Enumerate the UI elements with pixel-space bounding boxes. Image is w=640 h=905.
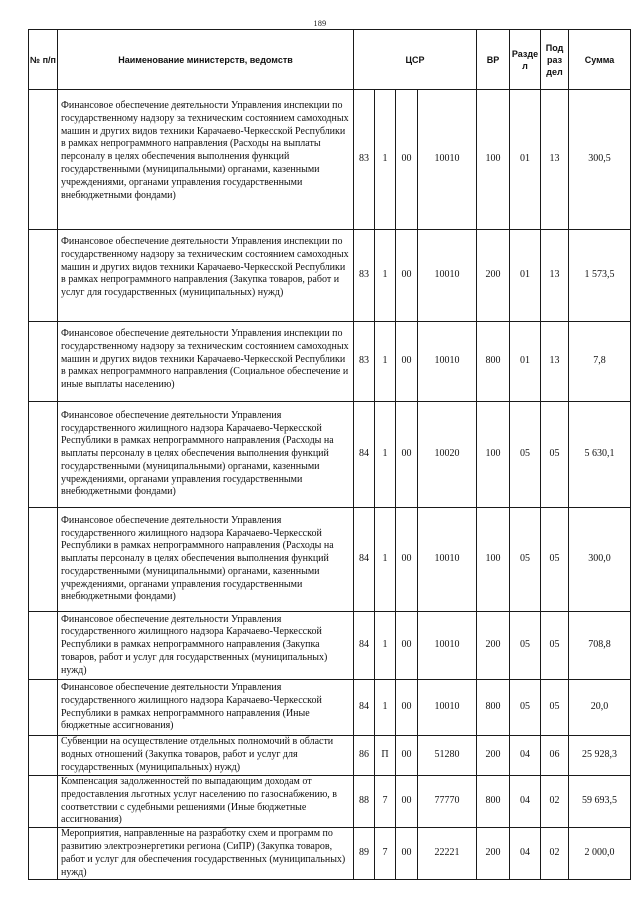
row-name-cell: Финансовое обеспечение деятельности Управления государственного жилищного надзора Карачаево-Черкесской Республики в рамках непрограммного направления (Закупка товаров, работ и услуг для государственных (муниципальных) нужд) bbox=[58, 612, 354, 680]
csr-part1-cell: 83 bbox=[354, 230, 375, 322]
podrazdel-cell: 02 bbox=[541, 776, 569, 828]
table-row bbox=[29, 828, 631, 880]
table-row bbox=[29, 612, 631, 680]
csr-part1-cell: 86 bbox=[354, 736, 375, 776]
table-row bbox=[29, 322, 631, 402]
razdel-cell: 05 bbox=[510, 508, 541, 612]
summa-cell: 25 928,3 bbox=[569, 736, 631, 776]
header-summa: Сумма bbox=[569, 30, 631, 90]
table-row bbox=[29, 736, 631, 776]
header-name: Наименование министерств, ведомств bbox=[58, 30, 354, 90]
csr-part2-cell: 7 bbox=[375, 828, 396, 880]
csr-part3-cell: 00 bbox=[396, 736, 418, 776]
razdel-cell: 05 bbox=[510, 402, 541, 508]
table-row bbox=[29, 90, 631, 230]
table-row bbox=[29, 508, 631, 612]
csr-part1-cell: 84 bbox=[354, 508, 375, 612]
table-row bbox=[29, 680, 631, 736]
row-name-cell: Финансовое обеспечение деятельности Управления государственного жилищного надзора Карачаево-Черкесской Республики в рамках непрограммного направления (Расходы на выплаты персоналу в целях обеспечения выполнения функций государственными (муниципальными) органами, казенными учреждениями, органами управления государственными внебюджетными фондами) bbox=[58, 402, 354, 508]
row-name-cell: Субвенции на осуществление отдельных полномочий в области водных отношений (Закупка товаров, работ и услуг для государственных (муниципальных) нужд) bbox=[58, 736, 354, 776]
csr-part4-cell: 10010 bbox=[418, 508, 477, 612]
row-number-cell bbox=[29, 612, 58, 680]
csr-part1-cell: 88 bbox=[354, 776, 375, 828]
table-header-row bbox=[29, 30, 631, 90]
razdel-cell: 05 bbox=[510, 612, 541, 680]
vr-cell: 800 bbox=[477, 776, 510, 828]
summa-cell: 708,8 bbox=[569, 612, 631, 680]
header-podrazdel: Под раз дел bbox=[541, 30, 569, 90]
csr-part3-cell: 00 bbox=[396, 402, 418, 508]
csr-part4-cell: 10010 bbox=[418, 230, 477, 322]
csr-part2-cell: 1 bbox=[375, 402, 396, 508]
podrazdel-cell: 05 bbox=[541, 508, 569, 612]
vr-cell: 100 bbox=[477, 508, 510, 612]
vr-cell: 200 bbox=[477, 828, 510, 880]
podrazdel-cell: 05 bbox=[541, 680, 569, 736]
vr-cell: 100 bbox=[477, 90, 510, 230]
csr-part3-cell: 00 bbox=[396, 322, 418, 402]
header-vr: ВР bbox=[477, 30, 510, 90]
csr-part1-cell: 84 bbox=[354, 402, 375, 508]
row-number-cell bbox=[29, 776, 58, 828]
table-row bbox=[29, 230, 631, 322]
podrazdel-cell: 13 bbox=[541, 90, 569, 230]
row-number-cell bbox=[29, 736, 58, 776]
row-name-cell: Финансовое обеспечение деятельности Управления государственного жилищного надзора Карачаево-Черкесской Республики в рамках непрограммного направления (Иные бюджетные ассигнования) bbox=[58, 680, 354, 736]
csr-part2-cell: 1 bbox=[375, 230, 396, 322]
vr-cell: 200 bbox=[477, 612, 510, 680]
table-row bbox=[29, 402, 631, 508]
podrazdel-cell: 13 bbox=[541, 230, 569, 322]
row-name-cell: Компенсация задолженностей по выпадающим доходам от предоставления льготных услуг населению по газоснабжению, в соответствии с судебными решениями (Иные бюджетные ассигнования) bbox=[58, 776, 354, 828]
csr-part3-cell: 00 bbox=[396, 776, 418, 828]
csr-part3-cell: 00 bbox=[396, 680, 418, 736]
row-name-cell: Финансовое обеспечение деятельности Управления инспекции по государственному надзору за техническим состоянием самоходных машин и других видов техники Карачаево-Черкесской Республики в рамках непрограммного направления (Закупка товаров, работ и услуг для государственных (муниципальных) нужд) bbox=[58, 230, 354, 322]
csr-part3-cell: 00 bbox=[396, 828, 418, 880]
csr-part2-cell: П bbox=[375, 736, 396, 776]
csr-part4-cell: 51280 bbox=[418, 736, 477, 776]
csr-part3-cell: 00 bbox=[396, 612, 418, 680]
csr-part2-cell: 1 bbox=[375, 90, 396, 230]
summa-cell: 300,5 bbox=[569, 90, 631, 230]
vr-cell: 200 bbox=[477, 736, 510, 776]
razdel-cell: 04 bbox=[510, 776, 541, 828]
razdel-cell: 04 bbox=[510, 736, 541, 776]
summa-cell: 20,0 bbox=[569, 680, 631, 736]
csr-part2-cell: 1 bbox=[375, 322, 396, 402]
vr-cell: 800 bbox=[477, 680, 510, 736]
row-number-cell bbox=[29, 508, 58, 612]
csr-part2-cell: 1 bbox=[375, 612, 396, 680]
podrazdel-cell: 05 bbox=[541, 612, 569, 680]
row-number-cell bbox=[29, 90, 58, 230]
header-num: № п/п bbox=[29, 30, 58, 90]
csr-part3-cell: 00 bbox=[396, 508, 418, 612]
csr-part1-cell: 84 bbox=[354, 680, 375, 736]
csr-part2-cell: 1 bbox=[375, 508, 396, 612]
row-name-cell: Финансовое обеспечение деятельности Управления инспекции по государственному надзору за техническим состоянием самоходных машин и других видов техники Карачаево-Черкесской Республики в рамках непрограммного направления (Расходы на выплаты персоналу в целях обеспечения выполнения функций государственными (муниципальными) органами, казенными учреждениями, органами управления государственными внебюджетными фондами) bbox=[58, 90, 354, 230]
row-name-cell: Мероприятия, направленные на разработку схем и программ по развитию электроэнергетики региона (СиПР) (Закупка товаров, работ и услуг для обеспечения государственных (муниципальных) нужд) bbox=[58, 828, 354, 880]
row-number-cell bbox=[29, 402, 58, 508]
page-number: 189 bbox=[313, 19, 327, 28]
summa-cell: 300,0 bbox=[569, 508, 631, 612]
vr-cell: 800 bbox=[477, 322, 510, 402]
razdel-cell: 01 bbox=[510, 322, 541, 402]
row-number-cell bbox=[29, 828, 58, 880]
row-number-cell bbox=[29, 680, 58, 736]
vr-cell: 100 bbox=[477, 402, 510, 508]
csr-part3-cell: 00 bbox=[396, 90, 418, 230]
table-row bbox=[29, 776, 631, 828]
summa-cell: 7,8 bbox=[569, 322, 631, 402]
summa-cell: 2 000,0 bbox=[569, 828, 631, 880]
vr-cell: 200 bbox=[477, 230, 510, 322]
razdel-cell: 01 bbox=[510, 90, 541, 230]
razdel-cell: 05 bbox=[510, 680, 541, 736]
csr-part4-cell: 10010 bbox=[418, 90, 477, 230]
podrazdel-cell: 13 bbox=[541, 322, 569, 402]
summa-cell: 5 630,1 bbox=[569, 402, 631, 508]
row-name-cell: Финансовое обеспечение деятельности Управления инспекции по государственному надзору за техническим состоянием самоходных машин и других видов техники Карачаево-Черкесской Республики в рамках непрограммного направления (Социальное обеспечение и иные выплаты населению) bbox=[58, 322, 354, 402]
row-name-cell: Финансовое обеспечение деятельности Управления государственного жилищного надзора Карачаево-Черкесской Республики в рамках непрограммного направления (Расходы на выплаты персоналу в целях обеспечения выполнения функций государственными (муниципальными) органами, казенными учреждениями, органами управления государственными внебюджетными фондами) bbox=[58, 508, 354, 612]
row-number-cell bbox=[29, 230, 58, 322]
csr-part4-cell: 10010 bbox=[418, 322, 477, 402]
csr-part1-cell: 83 bbox=[354, 90, 375, 230]
csr-part4-cell: 10020 bbox=[418, 402, 477, 508]
budget-table bbox=[28, 29, 631, 880]
csr-part1-cell: 84 bbox=[354, 612, 375, 680]
razdel-cell: 01 bbox=[510, 230, 541, 322]
csr-part4-cell: 22221 bbox=[418, 828, 477, 880]
podrazdel-cell: 05 bbox=[541, 402, 569, 508]
header-csr: ЦСР bbox=[354, 30, 477, 90]
csr-part2-cell: 7 bbox=[375, 776, 396, 828]
summa-cell: 59 693,5 bbox=[569, 776, 631, 828]
csr-part4-cell: 10010 bbox=[418, 680, 477, 736]
csr-part4-cell: 10010 bbox=[418, 612, 477, 680]
csr-part2-cell: 1 bbox=[375, 680, 396, 736]
podrazdel-cell: 02 bbox=[541, 828, 569, 880]
podrazdel-cell: 06 bbox=[541, 736, 569, 776]
razdel-cell: 04 bbox=[510, 828, 541, 880]
csr-part1-cell: 89 bbox=[354, 828, 375, 880]
header-razdel: Разде л bbox=[510, 30, 541, 90]
csr-part3-cell: 00 bbox=[396, 230, 418, 322]
row-number-cell bbox=[29, 322, 58, 402]
summa-cell: 1 573,5 bbox=[569, 230, 631, 322]
csr-part1-cell: 83 bbox=[354, 322, 375, 402]
csr-part4-cell: 77770 bbox=[418, 776, 477, 828]
